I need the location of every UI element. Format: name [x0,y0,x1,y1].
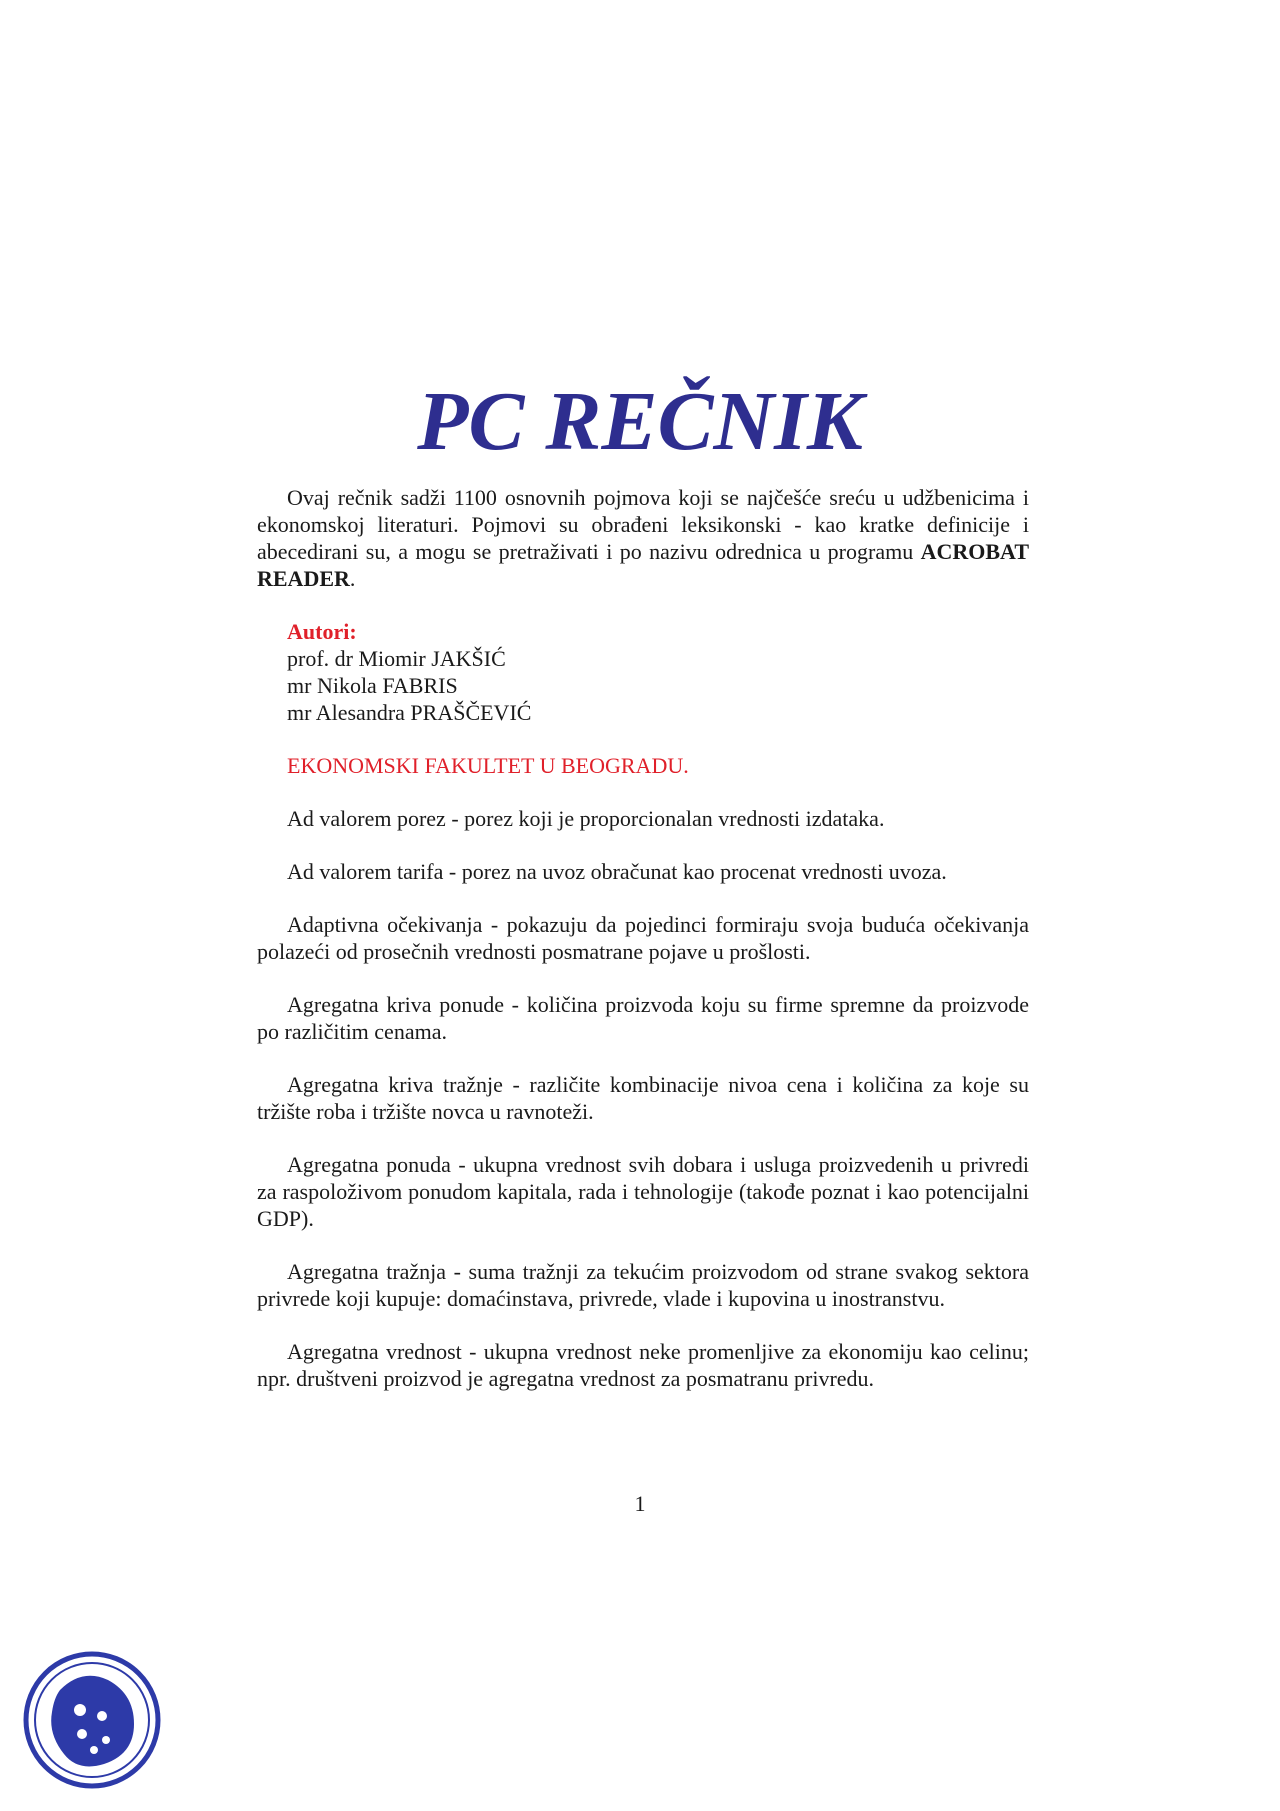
dictionary-entry: Agregatna kriva ponude - količina proizvoda koju su firme spremne da proizvode po različitim cenama. [257,992,1029,1044]
intro-text: Ovaj rečnik sadži 1100 osnovnih pojmova koji se najčešće sreću u udžbenicima i ekonomskoj literaturi. Pojmovi su obrađeni leksikonski - kao kratke definicije i abecedirani su, a mogu se pretraživati i po nazivu odrednica u programu [257,485,1029,564]
program-name: ACROBAT READER [257,539,1029,591]
faculty-name: EKONOMSKI FAKULTET U BEOGRADU. [287,753,689,778]
authors-block [287,618,1029,726]
page-title: PC REČNIK [417,375,863,468]
dictionary-entry: Agregatna tražnja - suma tražnji za tekućim proizvodom od strane svakog sektora privrede koji kupuje: domaćinstava, privrede, vlade i kupovina u inostranstvu. [257,1259,1029,1311]
dictionary-entries [257,805,1029,1392]
document-body [257,484,1029,1418]
dictionary-entry: Agregatna ponuda - ukupna vrednost svih dobara i usluga proizvedenih u privredi za raspoloživom ponudom kapitala, rada i tehnologije (takođe poznat i kao potencijalni GDP). [257,1152,1029,1231]
intro-paragraph [257,484,1029,592]
seal-logo-icon [22,1650,162,1790]
intro-end: . [349,566,356,591]
page-number: 1 [634,1491,646,1516]
dictionary-entry: Agregatna kriva tražnje - različite kombinacije nivoa cena i količina za koje su tržište roba i tržište novca u ravnoteži. [257,1072,1029,1124]
author-name: mr Alesandra PRAŠČEVIĆ [287,700,532,725]
dictionary-entry: Ad valorem tarifa - porez na uvoz obračunat kao procenat vrednosti uvoza. [287,859,947,884]
authors-label: Autori: [287,619,357,644]
author-name: prof. dr Miomir JAKŠIĆ [287,646,506,671]
dictionary-entry: Agregatna vrednost - ukupna vrednost neke promenljive za ekonomiju kao celinu; npr. društveni proizvod je agregatna vrednost za posmatranu privredu. [257,1339,1029,1391]
dictionary-entry: Adaptivna očekivanja - pokazuju da pojedinci formiraju svoja buduća očekivanja polazeći od prosečnih vrednosti posmatrane pojave u prošlosti. [257,912,1029,964]
dictionary-entry: Ad valorem porez - porez koji je proporcionalan vrednosti izdataka. [287,806,885,831]
author-name: mr Nikola FABRIS [287,673,458,698]
